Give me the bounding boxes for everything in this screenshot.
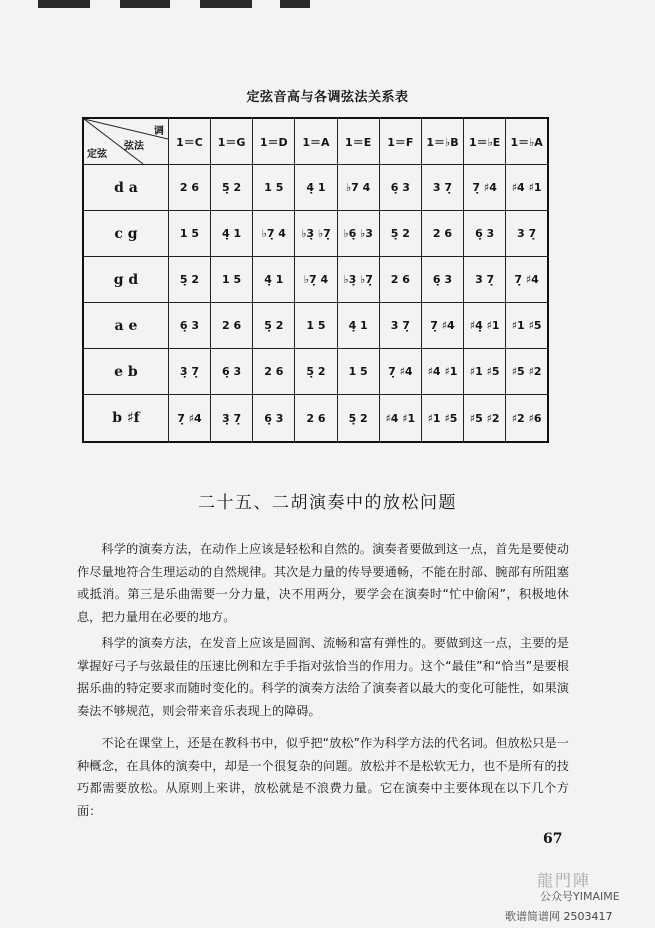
table-cell: ♯4̣ ♯1 (464, 303, 506, 349)
table-cell: 7̣ ♯4 (464, 165, 506, 211)
corner-label-key: 调 (153, 126, 164, 137)
table-cell: ♯5 ♯2 (506, 349, 548, 395)
table-row (83, 303, 548, 349)
table-cell: ♭7̣ 4 (253, 211, 295, 257)
table-cell: 7̣ ♯4 (379, 349, 421, 395)
row-header: b ♯f (83, 395, 168, 442)
body-paragraph: 科学的演奏方法，在发音上应该是圆润、流畅和富有弹性的。要做到这一点，主要的是掌握好弓子与弦最佳的压速比例和左手手指对弦恰当的作用力。这个“最佳”和“恰当”是要根据乐曲的特定要求而随时变化的。科学的演奏方法给了演奏者以最大的变化可能性，如果演奏法不够规范，则会带来音乐表现上的障碍。 (77, 636, 569, 718)
table-cell: 4̣ 1 (295, 165, 337, 211)
table-cell: ♯2 ♯6 (506, 395, 548, 442)
table-cell: 5̣ 2 (337, 395, 379, 442)
table-cell: 3̣ 7̣ (168, 349, 210, 395)
table-cell: 6̣ 3 (211, 349, 253, 395)
table-cell: 7̣ ♯4 (421, 303, 463, 349)
column-header: 1＝G (211, 118, 253, 165)
table-cell: 5̣ 2 (211, 165, 253, 211)
table-cell: ♯1 ♯5 (421, 395, 463, 442)
table-cell: 4̣ 1 (337, 303, 379, 349)
table-cell: 2 6 (168, 165, 210, 211)
table-cell: 6̣ 3 (168, 303, 210, 349)
row-header: d a (83, 165, 168, 211)
table-cell: 7̣ ♯4 (506, 257, 548, 303)
column-header: 1＝D (253, 118, 295, 165)
table-cell: 7̣ ♯4 (168, 395, 210, 442)
table-cell: 3 7̣ (506, 211, 548, 257)
row-header: g d (83, 257, 168, 303)
table-cell: 2 6 (295, 395, 337, 442)
corner-label-strings: 弦法 (124, 141, 144, 152)
table-title: 定弦音高与各调弦法关系表 (246, 90, 409, 105)
row-header: c g (83, 211, 168, 257)
table-cell: 1 5 (211, 257, 253, 303)
section-heading: 二十五、二胡演奏中的放松问题 (198, 493, 457, 513)
table-cell: 2 6 (379, 257, 421, 303)
top-scan-edge (0, 0, 655, 14)
table-cell: ♯1 ♯5 (506, 303, 548, 349)
table-cell: 5̣ 2 (168, 257, 210, 303)
table-cell: 4̣ 1 (253, 257, 295, 303)
table-cell: 6̣ 3 (253, 395, 295, 442)
column-header: 1＝A (295, 118, 337, 165)
watermark-logo: 龍門陣 (537, 871, 592, 890)
table-cell: 6̣ 3 (464, 211, 506, 257)
table-cell: 3 7̣ (421, 165, 463, 211)
table-row (83, 257, 548, 303)
table-cell: ♭7 4 (337, 165, 379, 211)
watermark-text: 公众号YIMAIME (540, 890, 620, 903)
page-number: 67 (543, 831, 563, 847)
table-row (83, 211, 548, 257)
table-header-row (83, 118, 548, 165)
body-paragraph: 科学的演奏方法，在动作上应该是轻松和自然的。演奏者要做到这一点，首先是要使动作尽量地符合生理运动的自然规律。其次是力量的传导要通畅，不能在肘部、腕部有所阻塞或抵消。第三是乐曲需要一分力量，决不用两分，要学会在演奏时“忙中偷闲”，积极地休息，把力量用在必要的地方。 (77, 542, 569, 624)
table-cell: 6̣ 3 (379, 165, 421, 211)
table-row (83, 349, 548, 395)
table-cell: 1 5 (168, 211, 210, 257)
row-header: a e (83, 303, 168, 349)
corner-label-tuning: 定弦 (87, 149, 107, 160)
table-row (83, 395, 548, 442)
table-cell: ♯4 ♯1 (379, 395, 421, 442)
body-paragraph: 不论在课堂上，还是在教科书中，似乎把“放松”作为科学方法的代名词。但放松只是一种概念，在具体的演奏中，却是一个很复杂的问题。放松并不是松软无力，也不是所有的技巧都需要放松。从原则上来讲，放松就是不浪费力量。它在演奏中主要体现在以下几个方面： (77, 736, 569, 818)
table-cell: ♯4 ♯1 (421, 349, 463, 395)
table-cell: ♭3̣ ♭7̣ (337, 257, 379, 303)
tuning-table (82, 117, 549, 443)
column-header: 1＝C (168, 118, 210, 165)
table-cell: 1 5 (253, 165, 295, 211)
table-cell: 2 6 (421, 211, 463, 257)
table-cell: 6̣ 3 (421, 257, 463, 303)
table-cell: ♭3̣ ♭7̣ (295, 211, 337, 257)
table-cell: 3̣ 7̣ (211, 395, 253, 442)
table-cell: ♯5 ♯2 (464, 395, 506, 442)
column-header: 1＝♭B (421, 118, 463, 165)
table-cell: 2 6 (253, 349, 295, 395)
table-corner-cell (83, 118, 168, 165)
table-cell: 5̣ 2 (295, 349, 337, 395)
table-row (83, 165, 548, 211)
column-header: 1＝E (337, 118, 379, 165)
table-cell: ♯4 ♯1 (506, 165, 548, 211)
watermark-text: 歌谱简谱网 2503417 (505, 910, 613, 923)
table-cell: 3 7̣ (379, 303, 421, 349)
column-header: 1＝F (379, 118, 421, 165)
table-cell: 1 5 (337, 349, 379, 395)
row-header: e b (83, 349, 168, 395)
column-header: 1＝♭E (464, 118, 506, 165)
column-header: 1＝♭A (506, 118, 548, 165)
table-cell: 2 6 (211, 303, 253, 349)
table-cell: ♭7̣ 4 (295, 257, 337, 303)
table-cell: ♯1 ♯5 (464, 349, 506, 395)
table-cell: 5̣ 2 (253, 303, 295, 349)
table-cell: 1 5 (295, 303, 337, 349)
table-cell: ♭6̣ ♭3 (337, 211, 379, 257)
table-cell: 4̣ 1 (211, 211, 253, 257)
table-cell: 5̣ 2 (379, 211, 421, 257)
table-cell: 3 7̣ (464, 257, 506, 303)
